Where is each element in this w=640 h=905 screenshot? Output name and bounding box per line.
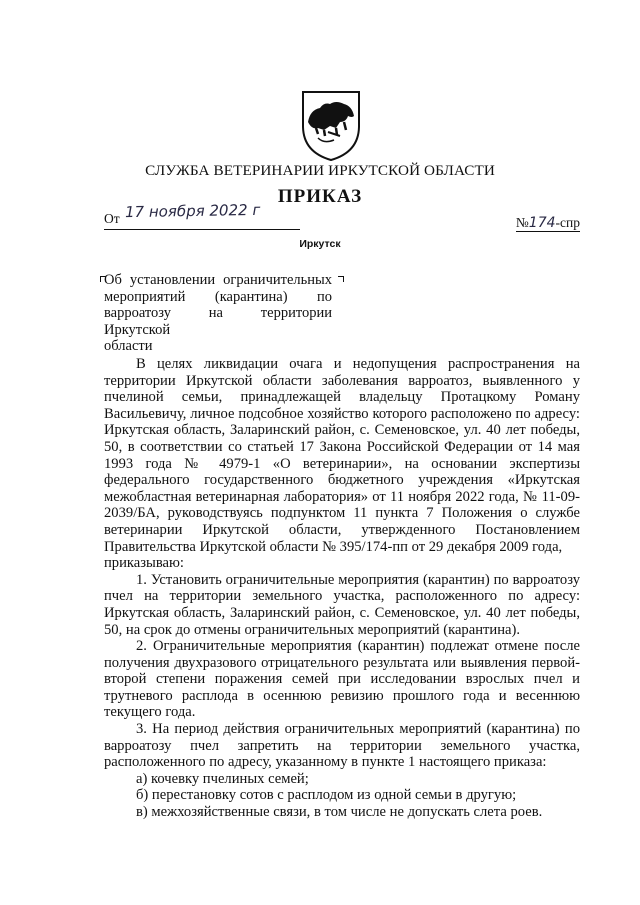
order-subject [104,272,332,355]
date-label: От [104,211,120,226]
handwritten-number: 174 [528,215,556,231]
order-body [104,356,580,821]
city-label: Иркутск [299,238,341,250]
order-subitem: б) перестановку сотов с расплодом из одной семьи в другую; [136,787,517,804]
subject-line: мероприятий (карантина) по [104,288,332,305]
number-prefix: № [515,215,529,230]
subject-line: Об установлении ограничительных [104,272,332,288]
order-subitem: а) кочевку пчелиных семей; [136,770,309,787]
order-word: приказываю: [104,555,184,572]
subject-bracket-right [338,276,344,282]
subject-line: области [104,338,153,355]
number-suffix: -спр [555,215,580,230]
order-item: 2. Ограничительные мероприятия (карантин) подлежат отмене после получения двухразового отрицательного результата или выявления первой-второй степени поражения семей при исследовании взрослых пчел и трутневого расплода в осеннюю ревизию прошлого года и весеннюю текущего года. [104,638,580,721]
agency-title: СЛУЖБА ВЕТЕРИНАРИИ ИРКУТСКОЙ ОБЛАСТИ [145,162,495,179]
handwritten-date: 17 ноября 2022 г [124,200,261,222]
order-item: 3. На период действия ограничительных мероприятий (карантина) по варроатозу пчел запретить на территории земельного участка, расположенного по адресу, указанному в пункте 1 настоящего приказа: [104,721,580,771]
preamble-paragraph: В целях ликвидации очага и недопущения распространения на территории Иркутской области заболевания варроатоз, выявленного у пчелиной семьи, принадлежащей владельцу Протацкому Роману Васильевичу, личное подсобное хозяйство которого расположено по адресу: Иркутская область, Заларинский район, с. Семеновское, ул. 40 лет победы, 50, в соответствии со статьей 17 Закона Российской Федерации от 14 мая 1993 года № 4979-1 «О ветеринарии», на основании экспертизы федерального государственного бюджетного учреждения «Иркутская межобластная ветеринарная лаборатория» от 11 ноября 2022 года, № 11-09-2039/БА, руководствуясь подпунктом 11 пункта 7 Положения о службе ветеринарии Иркутской области, утвержденного Постановлением Правительства Иркутской области № 395/174-пп от 29 декабря 2009 года, [104,356,580,555]
subject-line: варроатозу на территории Иркутской [104,305,332,338]
order-item: 1. Установить ограничительные мероприятия (карантин) по варроатозу пчел на территории земельного участка, расположенного по адресу: Иркутская область, Заларинский район, с. Семеновское, ул. 40 лет победы, 50, на срок до отмены ограничительных мероприятий (карантина). [104,571,580,638]
coat-of-arms-emblem [300,88,362,162]
document-type-title: ПРИКАЗ [277,186,363,207]
order-number [516,215,580,232]
order-subitem: в) межхозяйственные связи, в том числе не допускать слета роев. [136,804,543,821]
date-underline [104,229,300,230]
